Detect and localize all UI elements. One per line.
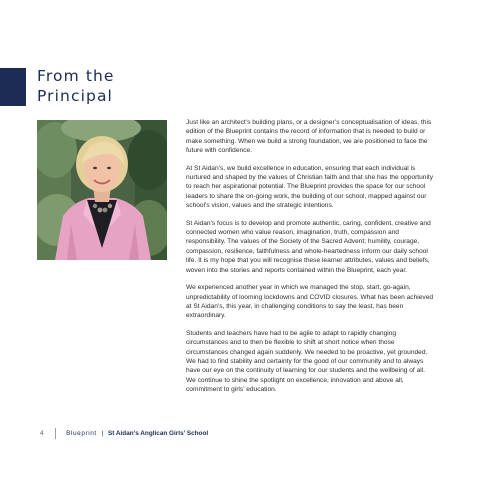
principal-photo [37,120,167,260]
accent-block [0,68,26,106]
paragraph: St Aidan’s focus is to develop and promote authentic, caring, confident, creative and connected women who value reason, imagination, truth, compassion and responsibility. The values of the Society of the Sacred Advent; humility, courage, compassion, resilience, faithfulness and whole-heartedness inform our daily school life. It is my hope that you will recognise these learner attributes, values and beliefs, woven into the stories and reports contained within the Blueprint, each year. [186,219,431,274]
school-name: St Aidan’s Anglican Girls’ School [107,430,209,438]
paragraph: We experienced another year in which we managed the stop, start, go-again, unpredictability of looming lockdowns and COVID closures. What has been achieved at St Aidan’s, this year, in challenging conditions to say the least, has been extraordinary. [186,284,434,320]
publication-name: Blueprint [66,430,97,438]
page-title-line-1: From the [37,67,115,85]
paragraph: At St Aidan’s, we build excellence in education, ensuring that each individual is nurtured and shaped by the values of Christian faith and that she has the opportunity to reach her aspirational potential. The Blueprint provides the space for our school leaders to share the on-going work, the building of our school, mapped against our school’s vision, values and the strategic intentions. [186,164,434,210]
footer-divider [55,428,56,439]
page-number: 4 [40,430,44,438]
paragraph: Students and teachers have had to be agile to adapt to rapidly changing circumstances and to then be flexible to shift at short notice when those circumstances changed again suddenly. We needed to be proactive, yet grounded. We had to find stability and certainty for the good of our community and to always have our eye on the continuity of learning for our students and the wellbeing of all. We continue to shine the spotlight on excellence, innovation and above all, commitment to girls’ education. [186,329,428,394]
principal-message [186,118,434,403]
page-title [37,66,115,106]
page-title-line-2: Principal [37,87,113,105]
paragraph: Just like an architect’s building plans, or a designer’s conceptualisation of ideas, this edition of the Blueprint contains the record of information that is needed to build or make something. When we build a strong foundation, we are positioned to face the future with confidence. [186,119,432,155]
page-footer [40,428,208,439]
footer-separator: | [101,430,104,438]
